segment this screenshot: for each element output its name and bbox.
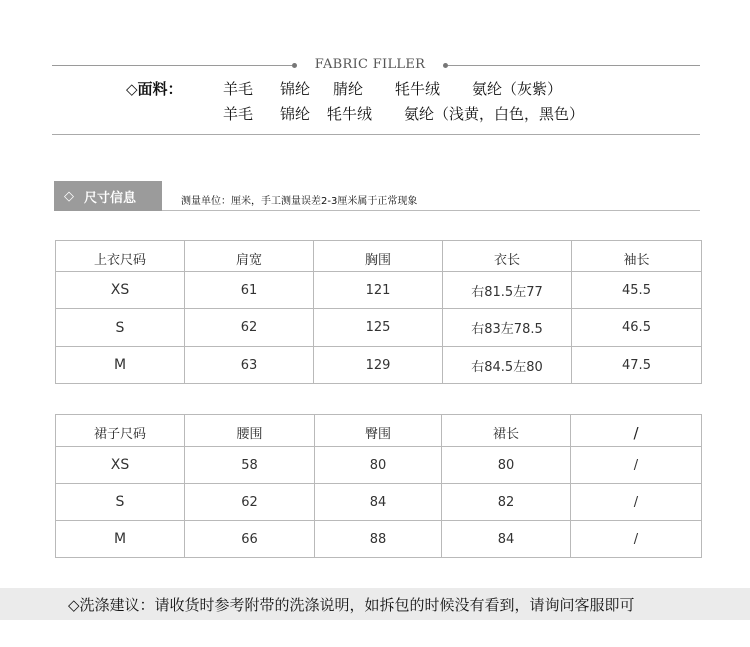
table-row bbox=[56, 272, 702, 309]
column-header: 衣长 bbox=[443, 241, 572, 272]
fabric-label: ◇面料： bbox=[126, 80, 183, 98]
column-header: 裙子尺码 bbox=[56, 415, 185, 447]
size-cell: S bbox=[56, 309, 185, 347]
fabric-item: 氨纶（灰紫） bbox=[472, 80, 563, 98]
fabric-item: 羊毛 bbox=[223, 80, 254, 98]
table-cell: 右81.5左77 bbox=[443, 272, 572, 309]
size-cell: XS bbox=[56, 272, 185, 309]
table-cell: 84 bbox=[442, 521, 571, 558]
table-cell: 66 bbox=[185, 521, 315, 558]
table-cell: / bbox=[571, 521, 702, 558]
column-header: / bbox=[571, 415, 702, 447]
column-header: 臀围 bbox=[315, 415, 442, 447]
table-cell: 62 bbox=[185, 484, 315, 521]
table-row bbox=[56, 447, 702, 484]
size-cell: XS bbox=[56, 447, 185, 484]
fabric-item: 牦牛绒 bbox=[395, 80, 441, 98]
size-cell: M bbox=[56, 347, 185, 384]
size-info-rule bbox=[162, 210, 700, 211]
column-header: 腰围 bbox=[185, 415, 315, 447]
table-cell: / bbox=[571, 484, 702, 521]
table-row bbox=[56, 521, 702, 558]
fabric-item: 腈纶 bbox=[333, 80, 364, 98]
column-header: 上衣尺码 bbox=[56, 241, 185, 272]
table-cell: 45.5 bbox=[572, 272, 702, 309]
washing-advice-bar bbox=[0, 588, 750, 620]
table-header-row bbox=[56, 241, 702, 272]
size-cell: M bbox=[56, 521, 185, 558]
table-cell: 80 bbox=[442, 447, 571, 484]
table-cell: 63 bbox=[185, 347, 314, 384]
column-header: 肩宽 bbox=[185, 241, 314, 272]
table-cell: 58 bbox=[185, 447, 315, 484]
table-header-row bbox=[56, 415, 702, 447]
table-cell: 125 bbox=[314, 309, 443, 347]
table-cell: 46.5 bbox=[572, 309, 702, 347]
table-cell: 84 bbox=[315, 484, 442, 521]
size-info-label: 尺寸信息 bbox=[84, 190, 137, 206]
table-row bbox=[56, 309, 702, 347]
fabric-item: 氨纶（浅黄，白色，黑色） bbox=[404, 105, 585, 123]
fabric-item: 羊毛 bbox=[223, 105, 254, 123]
fabric-title-rule-left bbox=[52, 65, 292, 66]
table-cell: 88 bbox=[315, 521, 442, 558]
size-info-tab bbox=[54, 181, 162, 211]
fabric-item: 牦牛绒 bbox=[327, 105, 373, 123]
table-cell: 80 bbox=[315, 447, 442, 484]
table-cell: 62 bbox=[185, 309, 314, 347]
table-cell: 129 bbox=[314, 347, 443, 384]
measurement-note: 测量单位：厘米，手工测量误差2-3厘米属于正常现象 bbox=[181, 196, 418, 207]
table-row bbox=[56, 484, 702, 521]
column-header: 裙长 bbox=[442, 415, 571, 447]
table-cell: 右84.5左80 bbox=[443, 347, 572, 384]
table-cell: 47.5 bbox=[572, 347, 702, 384]
skirt-size-table bbox=[55, 414, 702, 558]
table-row bbox=[56, 347, 702, 384]
size-cell: S bbox=[56, 484, 185, 521]
washing-advice-text: ◇洗涤建议：请收货时参考附带的洗涤说明，如拆包的时候没有看到，请询问客服即可 bbox=[68, 596, 635, 614]
fabric-title-rule-right bbox=[448, 65, 700, 66]
column-header: 袖长 bbox=[572, 241, 702, 272]
fabric-title-dot-left bbox=[292, 63, 297, 68]
table-cell: 82 bbox=[442, 484, 571, 521]
top-size-table bbox=[55, 240, 702, 384]
fabric-item: 锦纶 bbox=[280, 80, 311, 98]
fabric-title: FABRIC FILLER bbox=[314, 57, 426, 72]
fabric-item: 锦纶 bbox=[280, 105, 311, 123]
diamond-icon: ◇ bbox=[64, 188, 74, 204]
table-cell: 121 bbox=[314, 272, 443, 309]
table-cell: 右83左78.5 bbox=[443, 309, 572, 347]
table-cell: / bbox=[571, 447, 702, 484]
column-header: 胸围 bbox=[314, 241, 443, 272]
table-cell: 61 bbox=[185, 272, 314, 309]
fabric-bottom-rule bbox=[52, 134, 700, 135]
